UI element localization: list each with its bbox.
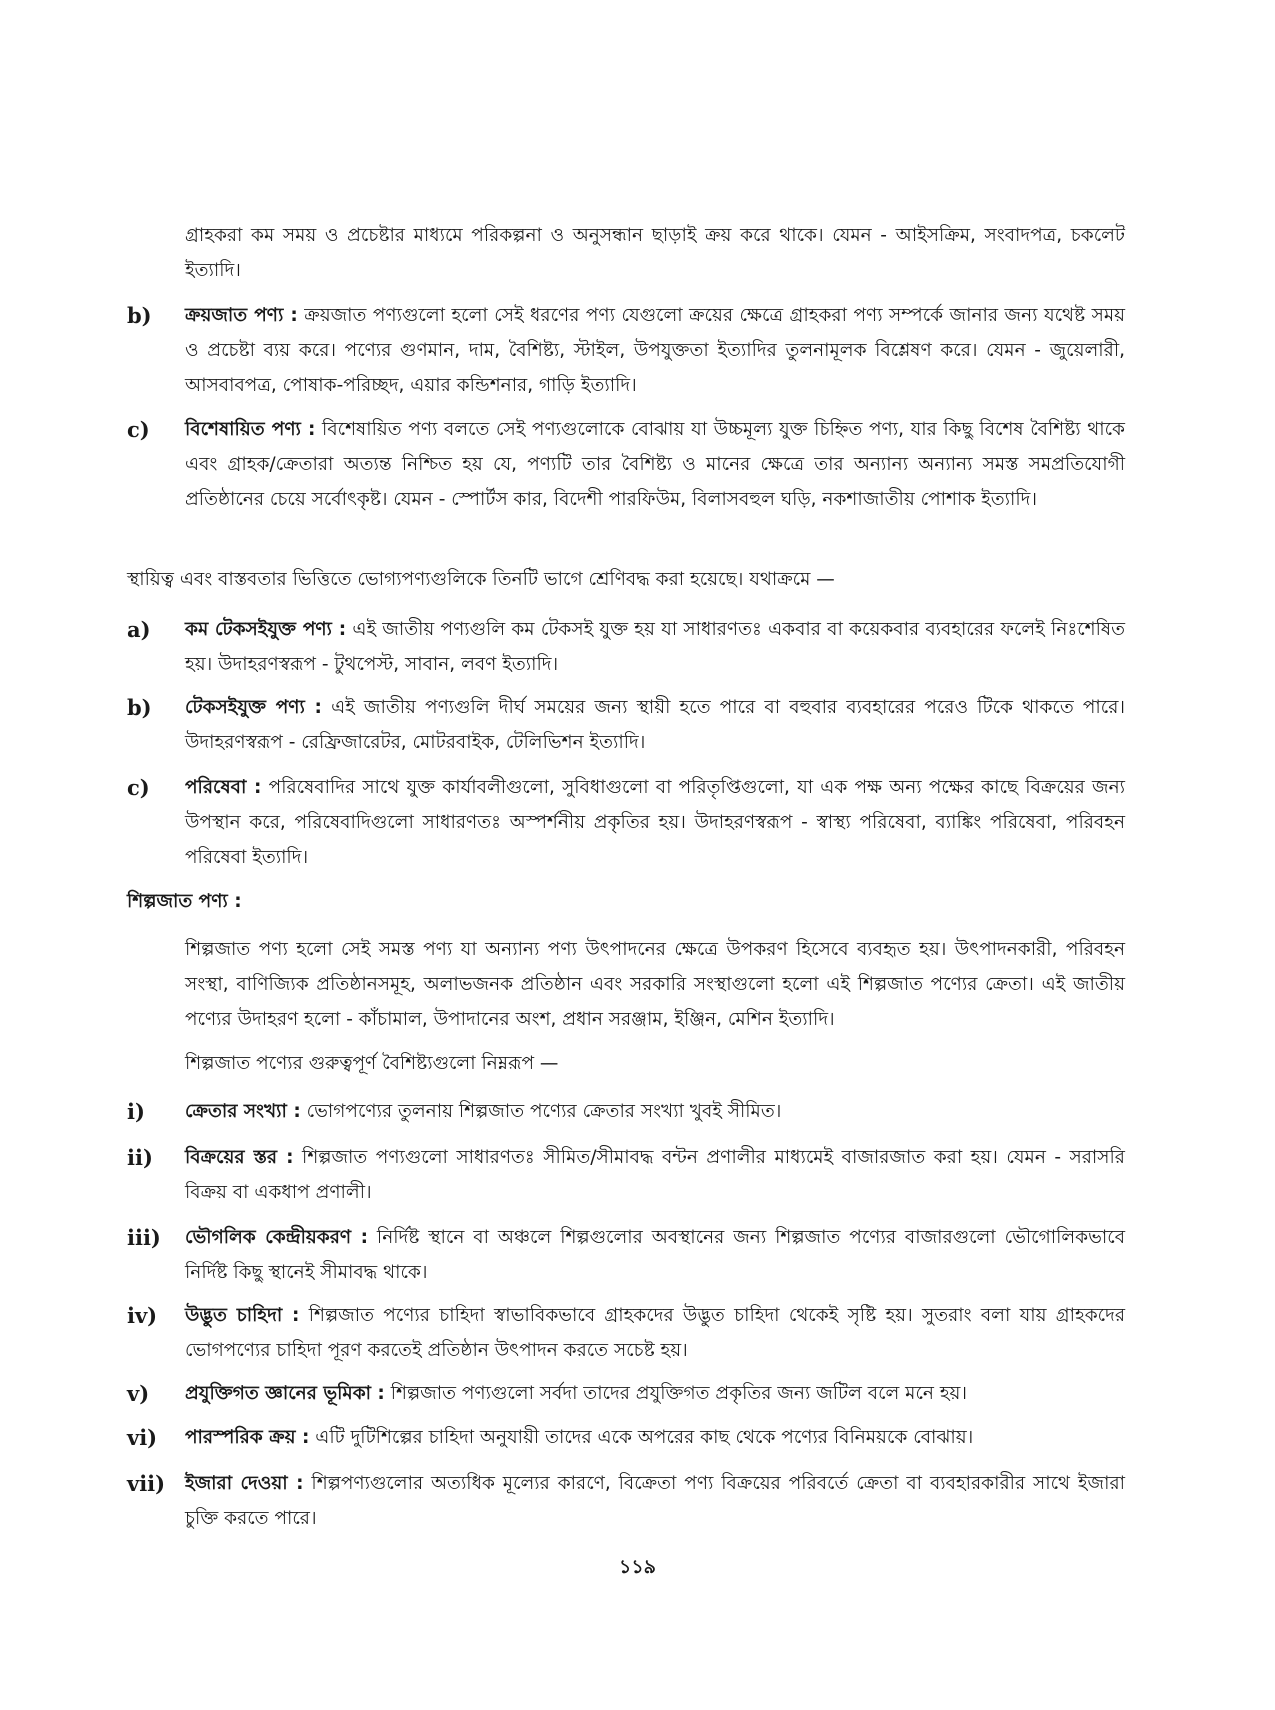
item-term: উদ্ভুত চাহিদা :	[185, 1305, 300, 1326]
item-term: প্রযুক্তিগত জ্ঞানের ভূমিকা :	[185, 1383, 385, 1404]
list-item	[127, 1298, 1125, 1368]
page-number: ১১৯	[619, 1556, 656, 1578]
list-marker: b)	[127, 695, 152, 720]
list-marker: iv)	[127, 1303, 158, 1328]
list-item	[127, 298, 1125, 403]
item-text: এই জাতীয় পণ্যগুলি কম টেকসই যুক্ত হয় যা সাধারণতঃ একবার বা কয়েকবার ব্যবহারের ফলেই নিঃশেষিত হয়। উদাহরণস্বরূপ - টুথপেস্ট, সাবান, লবণ ইত্যাদি।	[185, 619, 1125, 675]
list-item	[127, 1140, 1125, 1210]
list-marker: vii)	[127, 1471, 166, 1496]
list-marker: vi)	[127, 1425, 158, 1450]
list-item	[127, 690, 1125, 760]
list-marker: c)	[127, 775, 150, 800]
item-term: পারস্পরিক ক্রয় :	[185, 1427, 310, 1448]
item-text: শিল্পজাত পণ্যগুলো সর্বদা তাদের প্রযুক্তিগত প্রকৃতির জন্য জটিল বলে মনে হয়।	[384, 1383, 968, 1404]
list-marker: b)	[127, 303, 152, 328]
list-item	[127, 1376, 1125, 1411]
list-item	[127, 770, 1125, 875]
list-marker: v)	[127, 1381, 150, 1406]
list-marker: iii)	[127, 1225, 161, 1250]
list-item	[127, 1220, 1125, 1290]
list-marker: ii)	[127, 1145, 153, 1170]
industrial-features-lead: শিল্পজাত পণ্যের গুরুত্বপূর্ণ বৈশিষ্ট্যগুলো নিম্নরূপ —	[185, 1053, 559, 1074]
item-text: শিল্পজাত পণ্যগুলো সাধারণতঃ সীমিত/সীমাবদ্ধ বন্টন প্রণালীর মাধ্যমেই বাজারজাত করা হয়। যেমন - সরাসরি বিক্রয় বা একধাপ প্রণালী।	[185, 1147, 1125, 1203]
item-term: ইজারা দেওয়া :	[185, 1473, 304, 1494]
list-marker: a)	[127, 617, 151, 642]
item-text: এই জাতীয় পণ্যগুলি দীর্ঘ সময়ের জন্য স্থায়ী হতে পারে বা বহুবার ব্যবহারের পরেও টিকে থাকতে পারে। উদাহরণস্বরূপ - রেফ্রিজারেটর, মোটরবাইক, টেলিভিশন ইত্যাদি।	[185, 697, 1125, 753]
list-marker: i)	[127, 1099, 145, 1124]
item-text: বিশেষায়িত পণ্য বলতে সেই পণ্যগুলোকে বোঝায় যা উচ্চমূল্য যুক্ত চিহ্নিত পণ্য, যার কিছু বিশেষ বৈশিষ্ট্য থাকে এবং গ্রাহক/ক্রেতারা অত্যন্ত নিশ্চিত হয় যে, পণ্যটি তার বৈশিষ্ট্য ও মানের ক্ষেত্রে তার অন্যান্য অন্যান্য সমস্ত সমপ্রতিযোগী প্রতিষ্ঠানের চেয়ে সর্বোৎকৃষ্ট। যেমন - স্পোর্টস কার, বিদেশী পারফিউম, বিলাসবহুল ঘড়ি, নকশাজাতীয় পোশাক ইত্যাদি।	[185, 419, 1125, 510]
item-text: ভোগপণ্যের তুলনায় শিল্পজাত পণ্যের ক্রেতার সংখ্যা খুবই সীমিত।	[300, 1101, 782, 1122]
item-text: শিল্পপণ্যগুলোর অত্যধিক মূল্যের কারণে, বিক্রেতা পণ্য বিক্রয়ের পরিবর্তে ক্রেতা বা ব্যবহারকারীর সাথে ইজারা চুক্তি করতে পারে।	[185, 1473, 1125, 1529]
item-term: পরিষেবা :	[185, 777, 262, 798]
item-term: ভৌগলিক কেন্দ্রীয়করণ :	[185, 1227, 368, 1248]
list-item	[127, 612, 1125, 682]
item-term: ক্রেতার সংখ্যা :	[185, 1101, 301, 1122]
item-text: শিল্পজাত পণ্যের চাহিদা স্বাভাবিকভাবে গ্রাহকদের উদ্ভুত চাহিদা থেকেই সৃষ্টি হয়। সুতরাং বলা যায় গ্রাহকদের ভোগপণ্যের চাহিদা পূরণ করতেই প্রতিষ্ঠান উৎপাদন করতে সচেষ্ট হয়।	[185, 1305, 1125, 1361]
durability-lead: স্থায়িত্ব এবং বাস্তবতার ভিত্তিতে ভোগ্যপণ্যগুলিকে তিনটি ভাগে শ্রেণিবদ্ধ করা হয়েছে। যথাক্রমে —	[127, 569, 835, 590]
item-term: বিক্রয়ের স্তর :	[185, 1147, 294, 1168]
item-term: ক্রয়জাত পণ্য :	[185, 305, 298, 326]
item-term: কম টেকসইযুক্ত পণ্য :	[185, 619, 347, 640]
item-text: পরিষেবাদির সাথে যুক্ত কার্যাবলীগুলো, সুবিধাগুলো বা পরিতৃপ্তিগুলো, যা এক পক্ষ অন্য পক্ষের কাছে বিক্রয়ের জন্য উপস্থান করে, পরিষেবাদিগুলো সাধারণতঃ অস্পর্শনীয় প্রকৃতির হয়। উদাহরণস্বরূপ - স্বাস্থ্য পরিষেবা, ব্যাঙ্কিং পরিষেবা, পরিবহন পরিষেবা ইত্যাদি।	[185, 777, 1125, 868]
item-text: নির্দিষ্ট স্থানে বা অঞ্চলে শিল্পগুলোর অবস্থানের জন্য শিল্পজাত পণ্যের বাজারগুলো ভৌগোলিকভাবে নির্দিষ্ট কিছু স্থানেই সীমাবদ্ধ থাকে।	[185, 1227, 1125, 1283]
section-heading: শিল্পজাত পণ্য :	[127, 891, 242, 912]
list-item	[127, 1466, 1125, 1536]
list-item	[127, 412, 1125, 517]
item-text: এটি দুটিশিল্পের চাহিদা অনুযায়ী তাদের একে অপরের কাছ থেকে পণ্যের বিনিময়কে বোঝায়।	[309, 1427, 974, 1448]
list-marker: c)	[127, 417, 150, 442]
item-term: বিশেষায়িত পণ্য :	[185, 419, 316, 440]
intro-continuation: গ্রাহকরা কম সময় ও প্রচেষ্টার মাধ্যমে পরিকল্পনা ও অনুসন্ধান ছাড়াই ক্রয় করে থাকে। যেমন - আইসক্রিম, সংবাদপত্র, চকলেট ইত্যাদি।	[185, 225, 1125, 281]
item-term: টেকসইযুক্ত পণ্য :	[185, 697, 322, 718]
industrial-paragraph: শিল্পজাত পণ্য হলো সেই সমস্ত পণ্য যা অন্যান্য পণ্য উৎপাদনের ক্ষেত্রে উপকরণ হিসেবে ব্যবহৃত হয়। উৎপাদনকারী, পরিবহন সংস্থা, বাণিজ্যিক প্রতিষ্ঠানসমূহ, অলাভজনক প্রতিষ্ঠান এবং সরকারি সংস্থাগুলো হলো এই শিল্পজাত পণ্যের ক্রেতা। এই জাতীয় পণ্যের উদাহরণ হলো - কাঁচামাল, উপাদানের অংশ, প্রধান সরঞ্জাম, ইঞ্জিন, মেশিন ইত্যাদি।	[185, 939, 1125, 1030]
list-item	[127, 1420, 1125, 1455]
list-item	[127, 1094, 1125, 1129]
item-text: ক্রয়জাত পণ্যগুলো হলো সেই ধরণের পণ্য যেগুলো ক্রয়ের ক্ষেত্রে গ্রাহকরা পণ্য সম্পর্কে জানার জন্য যথেষ্ট সময় ও প্রচেষ্টা ব্যয় করে। পণ্যের গুণমান, দাম, বৈশিষ্ট্য, স্টাইল, উপযুক্ততা ইত্যাদির তুলনামূলক বিশ্লেষণ করে। যেমন - জুয়েলারী, আসবাবপত্র, পোষাক-পরিচ্ছদ, এয়ার কন্ডিশনার, গাড়ি ইত্যাদি।	[185, 305, 1125, 396]
